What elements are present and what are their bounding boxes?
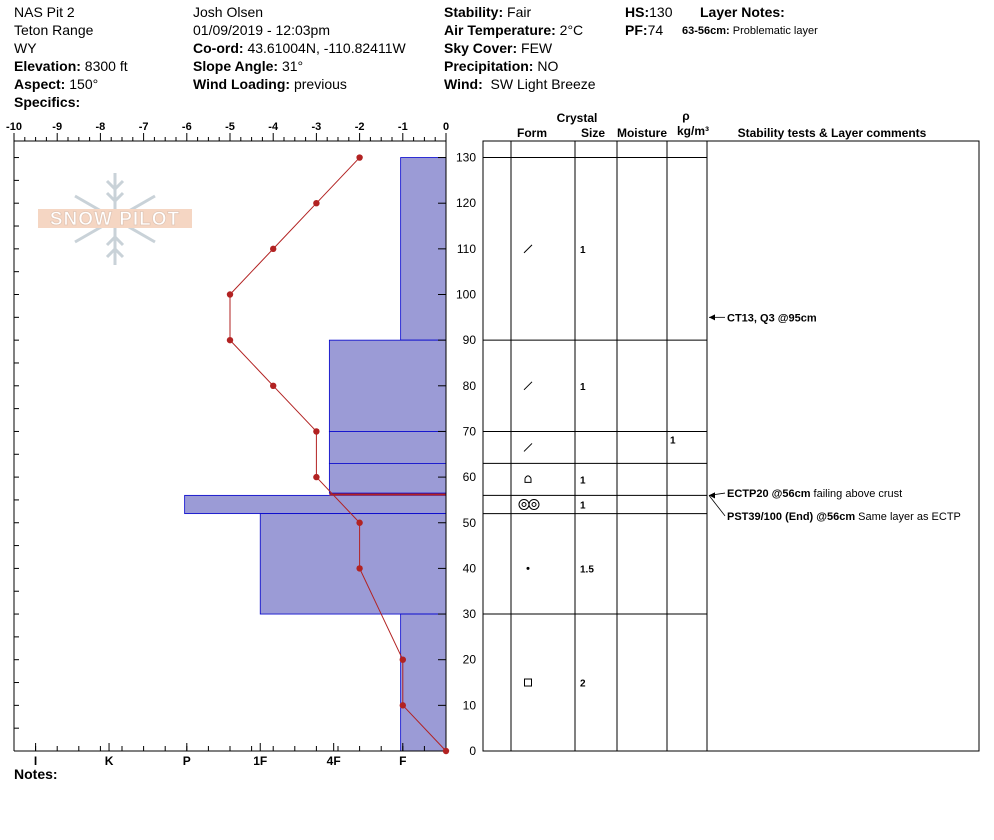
temp-tick-label: -7 bbox=[138, 121, 149, 133]
size-header: Size bbox=[580, 126, 606, 140]
hardness-tick-label: P bbox=[182, 754, 191, 768]
melt-form-icon bbox=[532, 502, 536, 506]
crystal-size-label: 1 bbox=[580, 475, 586, 487]
temp-tick-label: -9 bbox=[52, 121, 63, 133]
temp-tick-label: -10 bbox=[6, 121, 22, 133]
hardness-bar bbox=[260, 514, 446, 614]
temperature-point bbox=[313, 428, 319, 434]
elevation-value: 8300 ft bbox=[84, 58, 128, 74]
temperature-point bbox=[356, 565, 362, 571]
hardness-bar bbox=[329, 340, 446, 431]
wind-loading-value: previous bbox=[293, 76, 347, 92]
table-frame bbox=[483, 141, 979, 751]
depth-tick-label: 120 bbox=[455, 196, 476, 211]
temp-tick-label: -6 bbox=[181, 121, 192, 133]
depth-tick-label: 30 bbox=[462, 607, 476, 622]
pf-value: 74 bbox=[647, 22, 664, 38]
depth-tick-label: 130 bbox=[455, 150, 476, 165]
depth-tick-label: 40 bbox=[462, 561, 476, 576]
hardness-bar bbox=[329, 431, 446, 463]
temperature-point bbox=[227, 291, 233, 297]
air-temp-label: Air Temperature: bbox=[444, 22, 556, 38]
crystal-size-label: 1 bbox=[580, 500, 586, 512]
hardness-tick-label: I bbox=[33, 754, 38, 768]
density-label: 1 bbox=[670, 435, 676, 447]
hardness-tick-label: 4F bbox=[326, 754, 341, 768]
depth-tick-label: 10 bbox=[462, 698, 476, 713]
temp-tick-label: -4 bbox=[268, 121, 279, 133]
elevation-label: Elevation: bbox=[14, 58, 81, 74]
crystal-size-label: 2 bbox=[580, 678, 586, 690]
rounded-grain-icon bbox=[527, 567, 530, 570]
stability-test-comment: Same layer as ECTP bbox=[855, 510, 961, 523]
temp-tick-label: -1 bbox=[397, 121, 408, 133]
temp-tick-label: -2 bbox=[354, 121, 365, 133]
hs-value: 130 bbox=[649, 4, 673, 20]
layer-notes-label: Layer Notes: bbox=[700, 4, 785, 20]
stability-test-arrowhead bbox=[709, 314, 715, 320]
stability-test-label bbox=[727, 511, 961, 523]
crystal-header: Crystal bbox=[556, 111, 598, 125]
melt-form-icon bbox=[522, 502, 526, 506]
crystal-size-label: 1 bbox=[580, 381, 586, 393]
depth-tick-label: 80 bbox=[462, 378, 476, 393]
pf-label: PF: bbox=[625, 22, 648, 38]
stability-label: Stability: bbox=[444, 4, 504, 20]
facet-slash-icon bbox=[524, 443, 532, 451]
hardness-bar bbox=[185, 495, 446, 513]
temperature-point bbox=[313, 200, 319, 206]
depth-tick-label: 70 bbox=[462, 424, 476, 439]
faceted-crystal-icon bbox=[525, 679, 532, 686]
stability-test-result: ECTP20 @56cm bbox=[727, 488, 811, 501]
depth-tick-label: 90 bbox=[462, 333, 476, 348]
facet-slash-icon bbox=[524, 245, 532, 253]
aspect-label: Aspect: bbox=[14, 76, 66, 92]
temp-tick-label: 0 bbox=[442, 121, 450, 133]
notes-label: Notes: bbox=[14, 766, 58, 782]
temperature-point bbox=[356, 154, 362, 160]
stability-test-pointer bbox=[709, 495, 725, 516]
hardness-tick-label: K bbox=[104, 754, 114, 768]
wind-label: Wind: bbox=[444, 76, 483, 92]
hardness-bar bbox=[401, 614, 446, 751]
aspect-value: 150° bbox=[69, 76, 99, 92]
stability-test-comment: failing above crust bbox=[810, 488, 903, 501]
stability-test-result: PST39/100 (End) @56cm bbox=[727, 510, 856, 523]
temp-tick-label: -8 bbox=[95, 121, 106, 133]
precip-label: Precipitation: bbox=[444, 58, 534, 74]
precip-value: NO bbox=[537, 58, 559, 74]
form-header: Form bbox=[517, 126, 547, 140]
temp-tick-label: -3 bbox=[311, 121, 322, 133]
depth-tick-label: 0 bbox=[469, 744, 476, 758]
hs-label: HS: bbox=[625, 4, 650, 20]
melt-form-icon bbox=[519, 499, 529, 509]
melt-form-icon bbox=[529, 499, 539, 509]
temperature-point bbox=[443, 748, 449, 754]
stability-test-label bbox=[727, 312, 817, 324]
rho-unit-header: kg/m³ bbox=[676, 124, 710, 138]
crystal-size-label: 1 bbox=[580, 244, 586, 256]
temperature-point bbox=[270, 246, 276, 252]
temperature-point bbox=[356, 520, 362, 526]
temp-tick-label: -5 bbox=[225, 121, 235, 133]
facet-slash-icon bbox=[524, 382, 532, 390]
coord-label: Co-ord: bbox=[193, 40, 244, 56]
temperature-point bbox=[270, 383, 276, 389]
state-name: WY bbox=[14, 40, 37, 56]
hardness-tick-label: 1F bbox=[253, 754, 268, 768]
depth-tick-label: 50 bbox=[462, 515, 476, 530]
depth-tick-label: 100 bbox=[455, 287, 476, 302]
stability-test-arrowhead bbox=[709, 492, 715, 498]
range-name: Teton Range bbox=[14, 22, 94, 38]
stability-test-label bbox=[727, 488, 902, 500]
air-temp-value: 2°C bbox=[559, 22, 584, 38]
sky-label: Sky Cover: bbox=[444, 40, 518, 56]
depth-tick-label: 110 bbox=[456, 241, 476, 256]
layer-note-text: Problematic layer bbox=[732, 25, 818, 37]
temperature-point bbox=[227, 337, 233, 343]
temperature-point bbox=[313, 474, 319, 480]
moisture-header: Moisture bbox=[616, 126, 668, 140]
wind-value: SW Light Breeze bbox=[490, 76, 596, 92]
rho-header: ρ bbox=[682, 109, 690, 123]
slope-label: Slope Angle: bbox=[193, 58, 279, 74]
stability-value: Fair bbox=[507, 4, 532, 20]
hardness-tick-label: F bbox=[399, 754, 407, 768]
temperature-point bbox=[400, 657, 406, 663]
slope-value: 31° bbox=[281, 58, 304, 74]
wind-loading-label: Wind Loading: bbox=[193, 76, 291, 92]
snowpilot-logo bbox=[38, 173, 192, 265]
sky-value: FEW bbox=[521, 40, 553, 56]
comments-header: Stability tests & Layer comments bbox=[737, 126, 927, 140]
depth-tick-label: 20 bbox=[462, 652, 476, 667]
layer-note-range: 63-56cm: bbox=[682, 25, 730, 37]
datetime: 01/09/2019 - 12:03pm bbox=[193, 22, 330, 38]
depth-tick-label: 60 bbox=[462, 470, 476, 485]
coord-value: 43.61004N, -110.82411W bbox=[247, 40, 406, 56]
observer: Josh Olsen bbox=[193, 4, 264, 20]
specifics-label: Specifics: bbox=[14, 94, 81, 110]
logo-text: SNOW PILOT bbox=[49, 209, 181, 230]
stability-test-result: CT13, Q3 @95cm bbox=[727, 312, 817, 325]
site-name: NAS Pit 2 bbox=[14, 4, 75, 20]
hardness-bar bbox=[329, 463, 446, 493]
temperature-point bbox=[400, 702, 406, 708]
depth-hoar-icon bbox=[525, 476, 531, 483]
crystal-size-label: 1.5 bbox=[580, 564, 594, 576]
